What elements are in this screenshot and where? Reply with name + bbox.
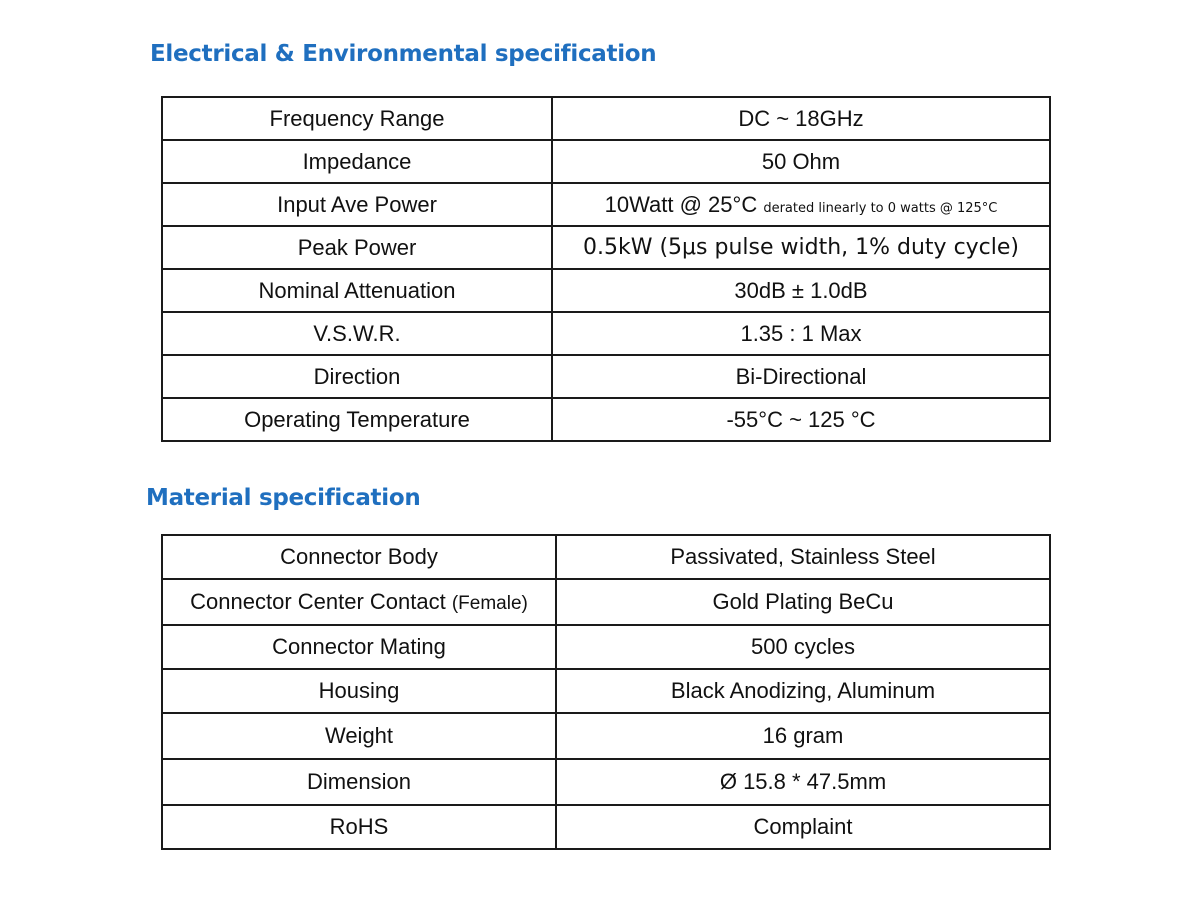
spec-value: 30dB ± 1.0dB	[552, 269, 1050, 312]
spec-label-cell	[162, 579, 556, 625]
spec-label: V.S.W.R.	[162, 312, 552, 355]
spec-label: Dimension	[162, 759, 556, 805]
table-row	[162, 625, 1050, 669]
spec-label-note: (Female)	[451, 593, 528, 614]
spec-label: RoHS	[162, 805, 556, 849]
table-row	[162, 355, 1050, 398]
table-row	[162, 535, 1050, 579]
table-row	[162, 97, 1050, 140]
spec-label: Frequency Range	[162, 97, 552, 140]
spec-value: 1.35 : 1 Max	[552, 312, 1050, 355]
table-row	[162, 713, 1050, 759]
spec-label: Input Ave Power	[162, 183, 552, 226]
table-row	[162, 579, 1050, 625]
table-row	[162, 226, 1050, 269]
spec-value: 16 gram	[556, 713, 1050, 759]
spec-value-note: derated linearly to 0 watts @ 125°C	[763, 200, 998, 216]
spec-value: 50 Ohm	[552, 140, 1050, 183]
spec-label: Housing	[162, 669, 556, 713]
spec-value: DC ~ 18GHz	[552, 97, 1050, 140]
table-row	[162, 140, 1050, 183]
material-spec-title: Material specification	[146, 485, 421, 511]
spec-value: -55°C ~ 125 °C	[552, 398, 1050, 441]
electrical-spec-title: Electrical & Environmental specification	[150, 41, 657, 67]
spec-value: 500 cycles	[556, 625, 1050, 669]
spec-value: Passivated, Stainless Steel	[556, 535, 1050, 579]
spec-value: Ø 15.8 * 47.5mm	[556, 759, 1050, 805]
table-row	[162, 269, 1050, 312]
electrical-spec-table	[161, 96, 1051, 442]
spec-value: Gold Plating BeCu	[556, 579, 1050, 625]
spec-value: Bi-Directional	[552, 355, 1050, 398]
spec-value: 10Watt @ 25°C	[604, 191, 758, 217]
table-row	[162, 398, 1050, 441]
spec-value-cell	[552, 183, 1050, 226]
spec-label: Connector Mating	[162, 625, 556, 669]
spec-label: Peak Power	[162, 226, 552, 269]
spec-value: Complaint	[556, 805, 1050, 849]
spec-label: Impedance	[162, 140, 552, 183]
spec-value: Black Anodizing, Aluminum	[556, 669, 1050, 713]
spec-label: Operating Temperature	[162, 398, 552, 441]
spec-label: Connector Center Contact	[190, 589, 446, 614]
spec-label: Connector Body	[162, 535, 556, 579]
spec-value: 0.5kW (5μs pulse width, 1% duty cycle)	[552, 226, 1050, 269]
table-row	[162, 669, 1050, 713]
table-row	[162, 183, 1050, 226]
table-row	[162, 805, 1050, 849]
spec-label: Nominal Attenuation	[162, 269, 552, 312]
table-row	[162, 759, 1050, 805]
spec-label: Direction	[162, 355, 552, 398]
table-row	[162, 312, 1050, 355]
material-spec-table	[161, 534, 1051, 850]
spec-label: Weight	[162, 713, 556, 759]
